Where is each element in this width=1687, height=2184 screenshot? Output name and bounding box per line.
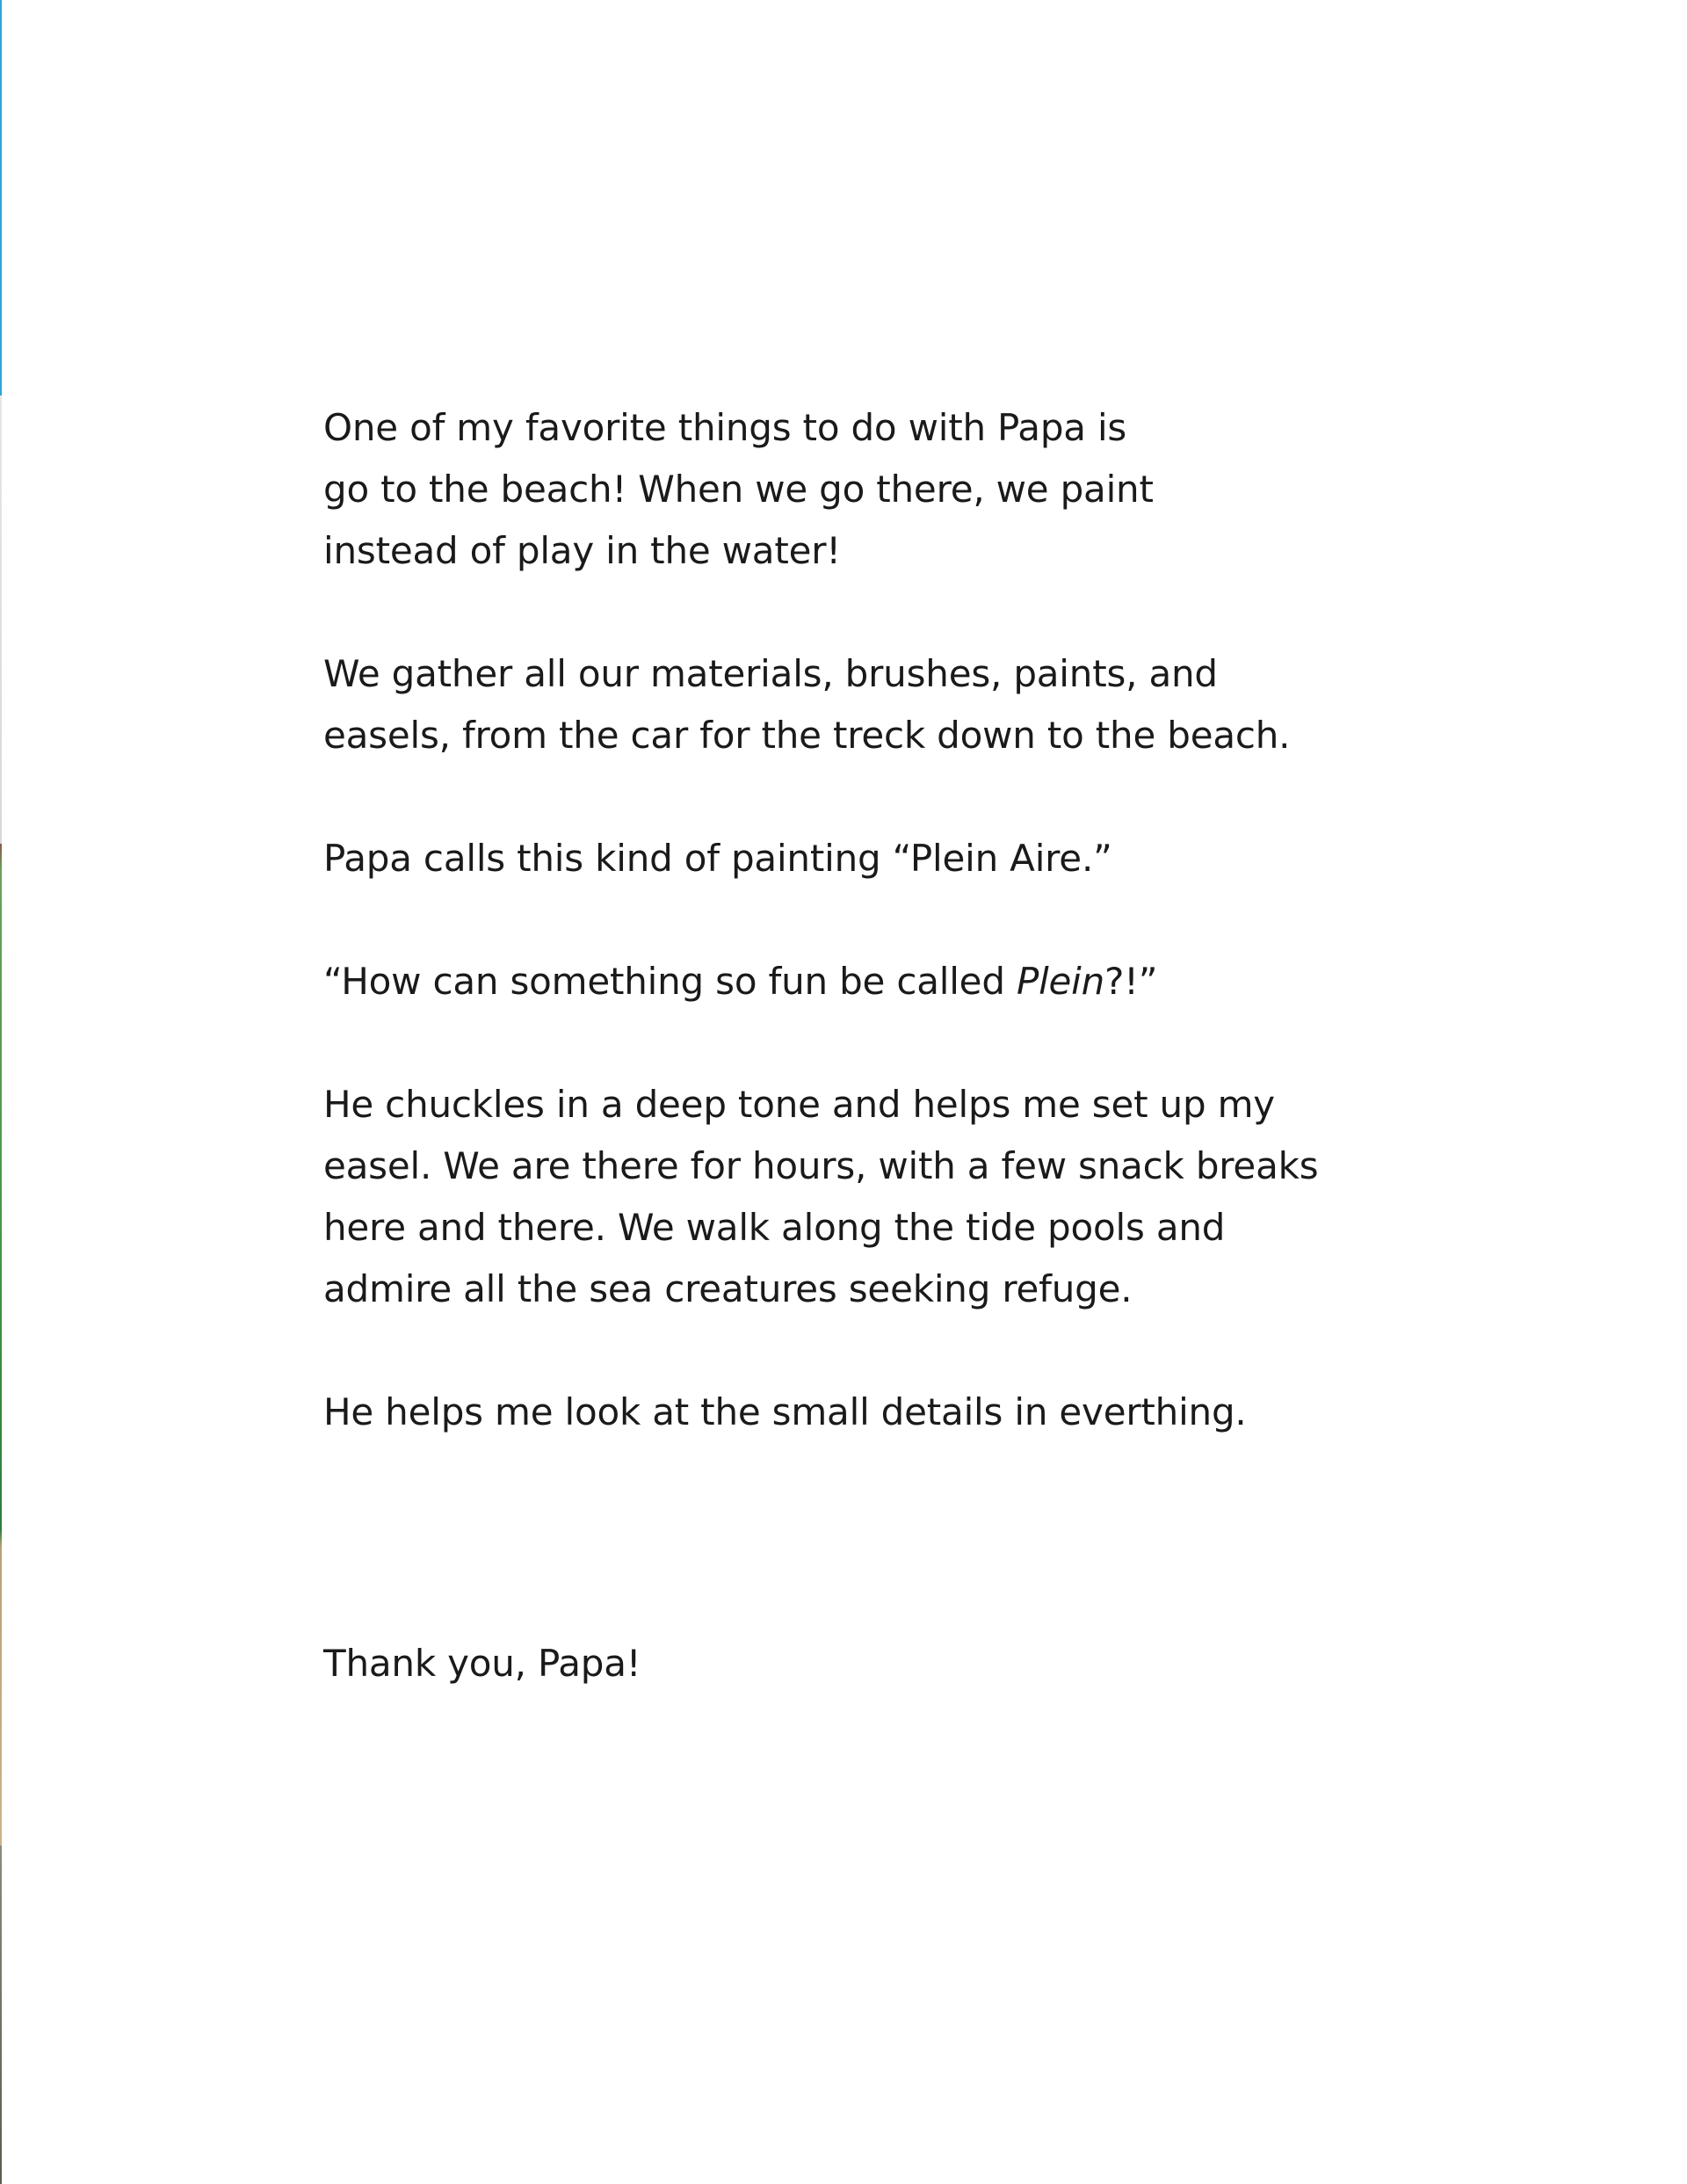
question-text-end: ?!” [1104, 960, 1158, 1003]
paragraph-plein-aire: Papa calls this kind of painting “Plein Aire.” [323, 837, 1112, 880]
story-text [323, 397, 1413, 1505]
question-text-start: “How can something so fun be called [323, 960, 1017, 1003]
paragraph-small-details: He helps me look at the small details in everthing. [323, 1390, 1247, 1433]
page-edge-strip [0, 0, 2, 2184]
paragraph-chuckles: He chuckles in a deep tone and helps me set up my easel. We are there for hours, with a few snack breaks here and there. We walk along the tide pools and admire all the sea creatures seeking refuge. [323, 1083, 1319, 1310]
paragraph-plein-question [323, 951, 1413, 1012]
question-emphasis: Plein [1016, 960, 1105, 1003]
closing-thanks: Thank you, Papa! [323, 1642, 641, 1685]
paragraph-gather-materials: We gather all our materials, brushes, paints, and easels, from the car for the treck down to the beach. [323, 652, 1291, 757]
paragraph-beach-intro: One of my favorite things to do with Papa is go to the beach! When we go there, we paint instead of play in the water! [323, 406, 1154, 572]
